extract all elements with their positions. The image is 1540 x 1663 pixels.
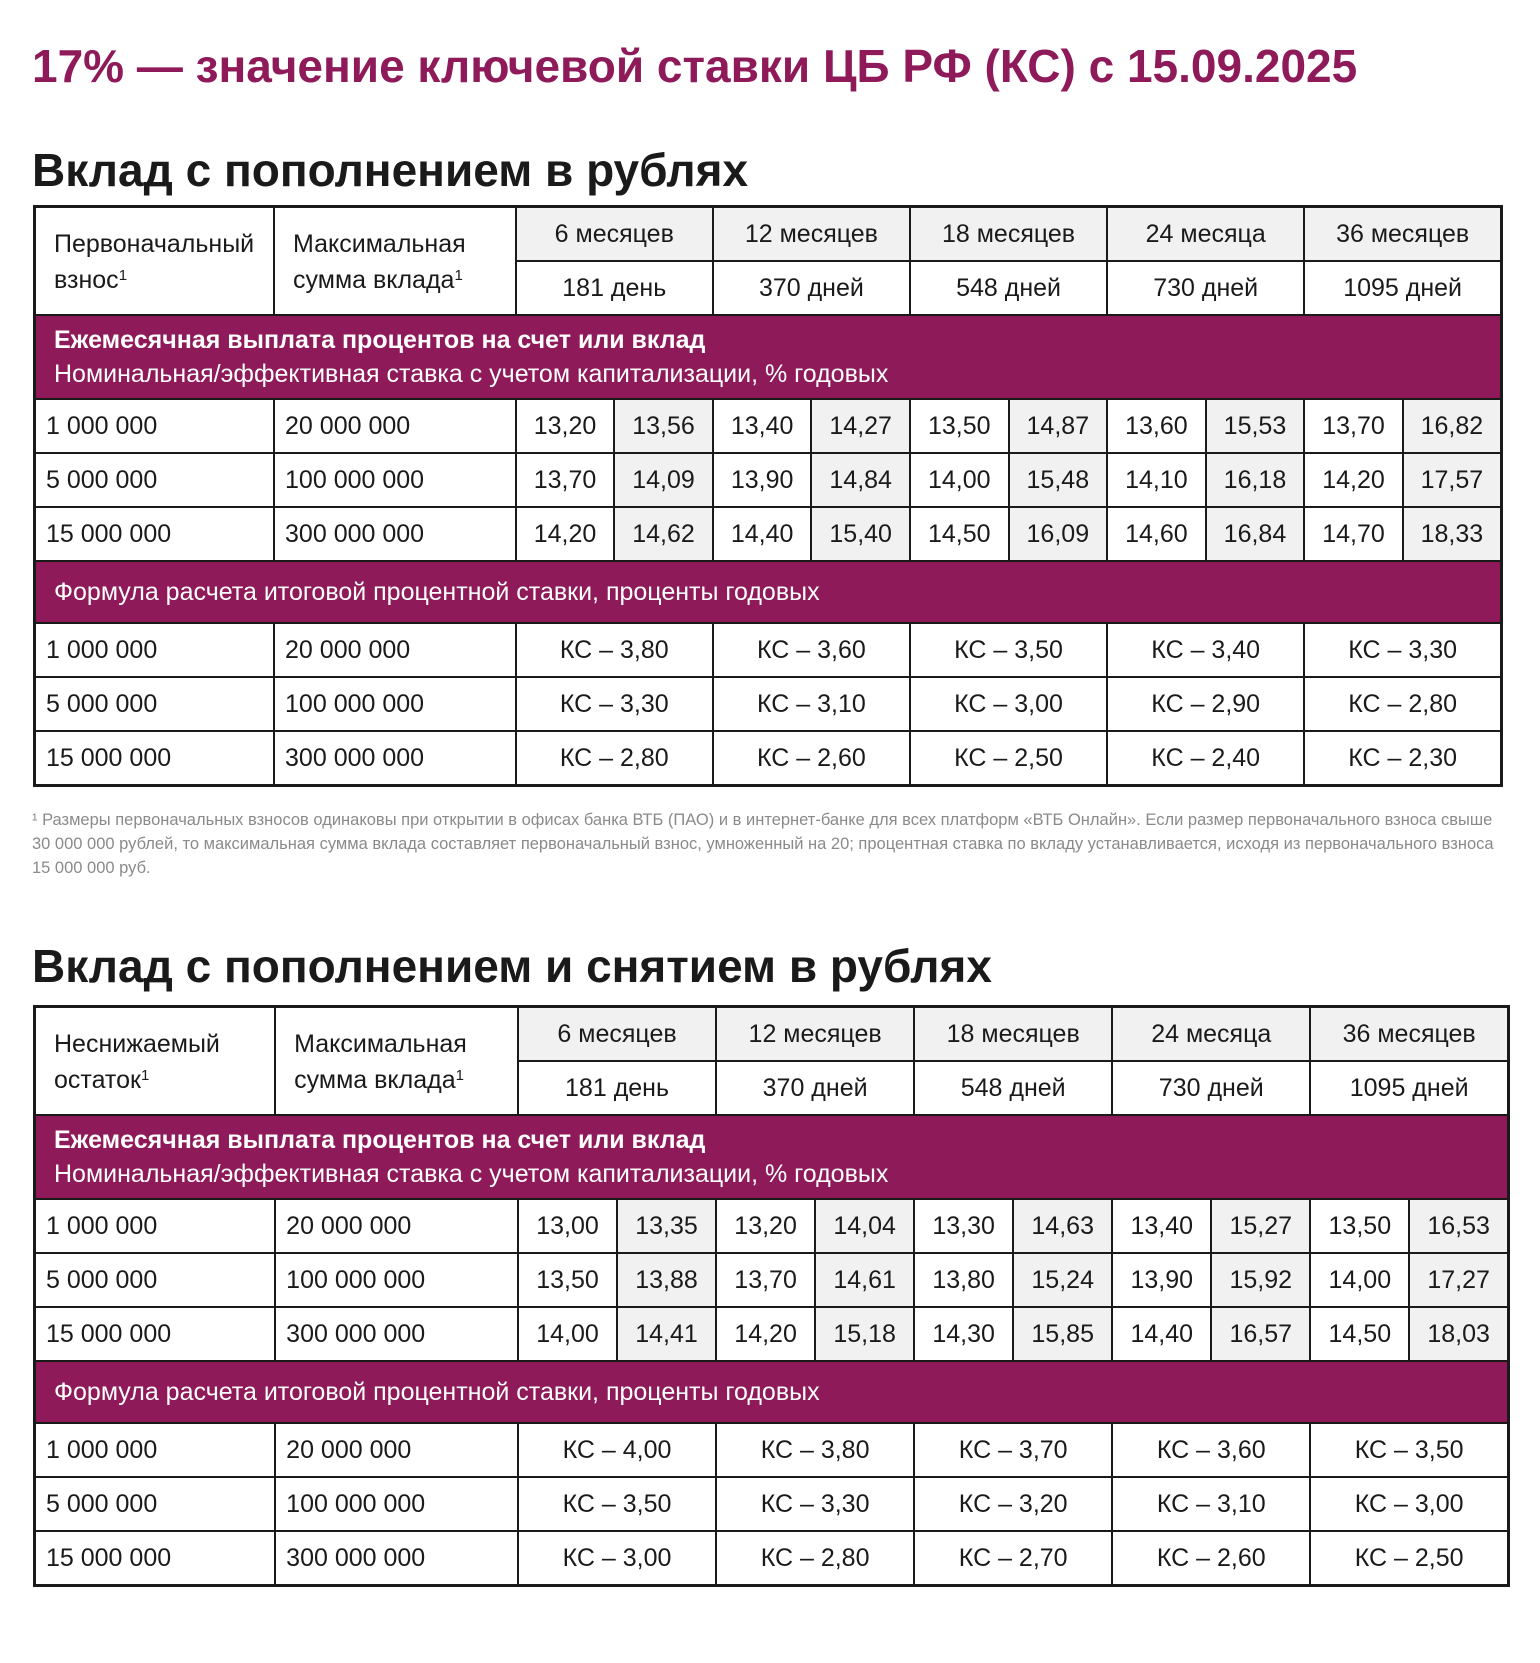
footnote-marker: 1 <box>118 267 128 284</box>
effective-rate-cell: 15,92 <box>1211 1253 1310 1307</box>
effective-rate-cell: 14,61 <box>815 1253 914 1307</box>
nominal-rate-cell: 13,50 <box>518 1253 617 1307</box>
formula-cell: КС – 2,80 <box>1304 677 1501 731</box>
formula-cell: КС – 3,00 <box>1310 1477 1508 1531</box>
nominal-rate-cell: 13,60 <box>1107 399 1206 453</box>
formula-cell: КС – 2,80 <box>716 1531 914 1586</box>
effective-rate-cell: 14,87 <box>1009 399 1108 453</box>
page-title: 17% — значение ключевой ставки ЦБ РФ (КС) с 15.09.2025 <box>32 40 1358 92</box>
table-row <box>35 453 1502 507</box>
initial-amount-cell: 15 000 000 <box>35 507 275 561</box>
initial-amount-cell: 15 000 000 <box>35 1307 276 1361</box>
effective-rate-cell: 14,41 <box>617 1307 716 1361</box>
max-amount-cell: 300 000 000 <box>275 1531 518 1586</box>
term-header: 12 месяцев <box>716 1007 914 1062</box>
formula-cell: КС – 3,60 <box>1112 1423 1310 1477</box>
nominal-rate-cell: 14,20 <box>716 1307 815 1361</box>
days-header: 730 дней <box>1112 1061 1310 1115</box>
nominal-rate-cell: 14,20 <box>516 507 615 561</box>
column-header-max-amount <box>274 207 516 316</box>
nominal-rate-cell: 13,80 <box>914 1253 1013 1307</box>
formula-cell: КС – 3,70 <box>914 1423 1112 1477</box>
effective-rate-cell: 13,35 <box>617 1199 716 1253</box>
table-row <box>35 399 1502 453</box>
effective-rate-cell: 14,62 <box>614 507 713 561</box>
section-band-monthly-payout <box>35 315 1502 399</box>
initial-amount-cell: 1 000 000 <box>35 1423 276 1477</box>
formula-cell: КС – 3,00 <box>518 1531 716 1586</box>
nominal-rate-cell: 14,30 <box>914 1307 1013 1361</box>
effective-rate-cell: 16,53 <box>1409 1199 1508 1253</box>
nominal-rate-cell: 14,00 <box>1310 1253 1409 1307</box>
effective-rate-cell: 17,57 <box>1403 453 1502 507</box>
nominal-rate-cell: 14,40 <box>1112 1307 1211 1361</box>
nominal-rate-cell: 13,30 <box>914 1199 1013 1253</box>
table-row <box>35 731 1502 786</box>
table-row <box>35 1423 1509 1477</box>
nominal-rate-cell: 13,50 <box>910 399 1009 453</box>
formula-cell: КС – 2,70 <box>914 1531 1112 1586</box>
band-title: Ежемесячная выплата процентов на счет или вклад <box>54 326 706 354</box>
nominal-rate-cell: 13,50 <box>1310 1199 1409 1253</box>
formula-cell: КС – 3,50 <box>910 623 1107 677</box>
table-row <box>35 1531 1509 1586</box>
effective-rate-cell: 17,27 <box>1409 1253 1508 1307</box>
rates-table-replenishment-withdrawal <box>33 1005 1510 1587</box>
days-header: 548 дней <box>910 261 1107 315</box>
initial-amount-cell: 1 000 000 <box>35 399 275 453</box>
effective-rate-cell: 18,03 <box>1409 1307 1508 1361</box>
band-subtitle: Номинальная/эффективная ставка с учетом капитализации, % годовых <box>54 1160 889 1188</box>
formula-cell: КС – 2,50 <box>910 731 1107 786</box>
nominal-rate-cell: 14,50 <box>1310 1307 1409 1361</box>
effective-rate-cell: 18,33 <box>1403 507 1502 561</box>
max-amount-cell: 20 000 000 <box>274 399 516 453</box>
formula-cell: КС – 3,50 <box>1310 1423 1508 1477</box>
formula-cell: КС – 2,60 <box>713 731 910 786</box>
max-amount-cell: 100 000 000 <box>275 1477 518 1531</box>
effective-rate-cell: 13,56 <box>614 399 713 453</box>
footnote-marker: 1 <box>454 267 463 284</box>
nominal-rate-cell: 13,90 <box>1112 1253 1211 1307</box>
nominal-rate-cell: 14,20 <box>1304 453 1403 507</box>
section-title-replenishment-withdrawal: Вклад с пополнением и снятием в рублях <box>32 940 992 992</box>
term-header: 12 месяцев <box>713 207 910 262</box>
days-header: 181 день <box>518 1061 716 1115</box>
nominal-rate-cell: 14,40 <box>713 507 812 561</box>
table-row <box>35 677 1502 731</box>
table-row <box>35 1199 1509 1253</box>
header-label: Максимальная сумма вклада <box>294 1030 467 1094</box>
band-subtitle: Номинальная/эффективная ставка с учетом капитализации, % годовых <box>54 360 889 388</box>
table-row <box>35 1307 1509 1361</box>
formula-cell: КС – 2,30 <box>1304 731 1501 786</box>
formula-cell: КС – 3,50 <box>518 1477 716 1531</box>
effective-rate-cell: 15,40 <box>811 507 910 561</box>
formula-cell: КС – 3,20 <box>914 1477 1112 1531</box>
days-header: 730 дней <box>1107 261 1304 315</box>
table-row <box>35 507 1502 561</box>
initial-amount-cell: 15 000 000 <box>35 1531 276 1586</box>
nominal-rate-cell: 13,00 <box>518 1199 617 1253</box>
formula-cell: КС – 2,50 <box>1310 1531 1508 1586</box>
term-header: 6 месяцев <box>516 207 713 262</box>
nominal-rate-cell: 14,50 <box>910 507 1009 561</box>
nominal-rate-cell: 13,70 <box>1304 399 1403 453</box>
formula-cell: КС – 3,30 <box>1304 623 1501 677</box>
term-header: 36 месяцев <box>1304 207 1501 262</box>
formula-cell: КС – 3,80 <box>516 623 713 677</box>
section-title-replenishment: Вклад с пополнением в рублях <box>32 144 749 196</box>
formula-cell: КС – 3,30 <box>716 1477 914 1531</box>
nominal-rate-cell: 13,40 <box>1112 1199 1211 1253</box>
days-header: 548 дней <box>914 1061 1112 1115</box>
max-amount-cell: 100 000 000 <box>274 677 516 731</box>
nominal-rate-cell: 14,60 <box>1107 507 1206 561</box>
formula-cell: КС – 3,80 <box>716 1423 914 1477</box>
column-header-initial-amount <box>35 1007 276 1116</box>
nominal-rate-cell: 14,00 <box>518 1307 617 1361</box>
nominal-rate-cell: 13,20 <box>716 1199 815 1253</box>
initial-amount-cell: 5 000 000 <box>35 1253 276 1307</box>
effective-rate-cell: 13,88 <box>617 1253 716 1307</box>
nominal-rate-cell: 13,90 <box>713 453 812 507</box>
formula-cell: КС – 2,90 <box>1107 677 1304 731</box>
max-amount-cell: 20 000 000 <box>275 1199 518 1253</box>
nominal-rate-cell: 13,40 <box>713 399 812 453</box>
effective-rate-cell: 14,27 <box>811 399 910 453</box>
effective-rate-cell: 16,57 <box>1211 1307 1310 1361</box>
days-header: 370 дней <box>713 261 910 315</box>
effective-rate-cell: 15,24 <box>1013 1253 1112 1307</box>
header-label: Неснижаемый остаток <box>54 1030 220 1094</box>
column-header-initial-amount <box>35 207 275 316</box>
nominal-rate-cell: 14,70 <box>1304 507 1403 561</box>
header-label: Первоначальный взнос <box>54 230 255 294</box>
days-header: 181 день <box>516 261 713 315</box>
max-amount-cell: 100 000 000 <box>275 1253 518 1307</box>
term-header: 6 месяцев <box>518 1007 716 1062</box>
formula-cell: КС – 2,60 <box>1112 1531 1310 1586</box>
initial-amount-cell: 5 000 000 <box>35 453 275 507</box>
term-header: 18 месяцев <box>914 1007 1112 1062</box>
effective-rate-cell: 14,04 <box>815 1199 914 1253</box>
effective-rate-cell: 14,84 <box>811 453 910 507</box>
effective-rate-cell: 16,09 <box>1009 507 1108 561</box>
table-row <box>35 1253 1509 1307</box>
effective-rate-cell: 16,82 <box>1403 399 1502 453</box>
effective-rate-cell: 14,09 <box>614 453 713 507</box>
header-label: Максимальная сумма вклада <box>293 230 466 294</box>
initial-amount-cell: 1 000 000 <box>35 623 275 677</box>
initial-amount-cell: 15 000 000 <box>35 731 275 786</box>
footnote-marker: 1 <box>140 1067 150 1084</box>
formula-cell: КС – 3,00 <box>910 677 1107 731</box>
max-amount-cell: 300 000 000 <box>274 731 516 786</box>
max-amount-cell: 20 000 000 <box>274 623 516 677</box>
days-header: 1095 дней <box>1304 261 1501 315</box>
term-header: 18 месяцев <box>910 207 1107 262</box>
initial-amount-cell: 1 000 000 <box>35 1199 276 1253</box>
table-row <box>35 1477 1509 1531</box>
max-amount-cell: 300 000 000 <box>274 507 516 561</box>
formula-cell: КС – 3,30 <box>516 677 713 731</box>
formula-cell: КС – 3,10 <box>713 677 910 731</box>
effective-rate-cell: 16,18 <box>1206 453 1305 507</box>
rates-table-replenishment <box>33 205 1503 787</box>
nominal-rate-cell: 13,70 <box>516 453 615 507</box>
max-amount-cell: 100 000 000 <box>274 453 516 507</box>
formula-cell: КС – 4,00 <box>518 1423 716 1477</box>
effective-rate-cell: 15,18 <box>815 1307 914 1361</box>
nominal-rate-cell: 13,20 <box>516 399 615 453</box>
days-header: 1095 дней <box>1310 1061 1508 1115</box>
footnote-marker: 1 <box>455 1067 464 1084</box>
formula-cell: КС – 2,80 <box>516 731 713 786</box>
term-header: 36 месяцев <box>1310 1007 1508 1062</box>
nominal-rate-cell: 14,10 <box>1107 453 1206 507</box>
effective-rate-cell: 15,85 <box>1013 1307 1112 1361</box>
term-header: 24 месяца <box>1107 207 1304 262</box>
table-row <box>35 623 1502 677</box>
section-band-formula: Формула расчета итоговой процентной ставки, проценты годовых <box>35 561 1502 623</box>
max-amount-cell: 300 000 000 <box>275 1307 518 1361</box>
formula-cell: КС – 3,60 <box>713 623 910 677</box>
max-amount-cell: 20 000 000 <box>275 1423 518 1477</box>
effective-rate-cell: 14,63 <box>1013 1199 1112 1253</box>
term-header: 24 месяца <box>1112 1007 1310 1062</box>
band-title: Ежемесячная выплата процентов на счет или вклад <box>54 1126 706 1154</box>
days-header: 370 дней <box>716 1061 914 1115</box>
column-header-max-amount <box>275 1007 518 1116</box>
formula-cell: КС – 3,10 <box>1112 1477 1310 1531</box>
nominal-rate-cell: 14,00 <box>910 453 1009 507</box>
effective-rate-cell: 15,48 <box>1009 453 1108 507</box>
section-band-monthly-payout <box>35 1115 1509 1199</box>
effective-rate-cell: 15,53 <box>1206 399 1305 453</box>
formula-cell: КС – 2,40 <box>1107 731 1304 786</box>
effective-rate-cell: 16,84 <box>1206 507 1305 561</box>
initial-amount-cell: 5 000 000 <box>35 677 275 731</box>
formula-cell: КС – 3,40 <box>1107 623 1304 677</box>
footnote: ¹ Размеры первоначальных взносов одинаковы при открытии в офисах банка ВТБ (ПАО) и в интернет-банке для всех платформ «ВТБ Онлайн». Если размер первоначального взноса свыше 30 000 000 рублей, то максимальная сумма вклада составляет первоначальный взнос, умноженный на 20; процентная ставка по вкладу устанавливается, исходя из первоначального взноса 15 000 000 руб. <box>32 811 1494 877</box>
effective-rate-cell: 15,27 <box>1211 1199 1310 1253</box>
section-band-formula: Формула расчета итоговой процентной ставки, проценты годовых <box>35 1361 1509 1423</box>
initial-amount-cell: 5 000 000 <box>35 1477 276 1531</box>
nominal-rate-cell: 13,70 <box>716 1253 815 1307</box>
